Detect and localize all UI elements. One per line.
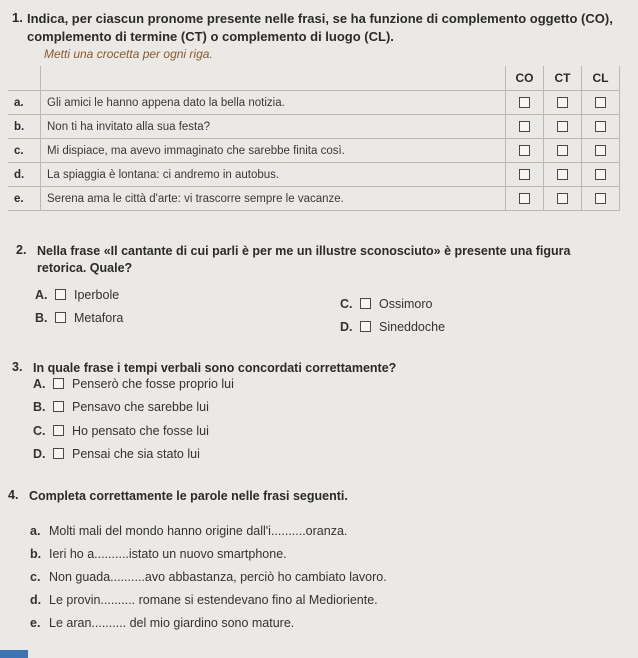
q2-number: 2. xyxy=(16,243,27,257)
checkbox-co[interactable] xyxy=(519,121,530,132)
table-row xyxy=(8,163,620,187)
q4-item: d. Le provin.......... romane si estendevano fino al Medioriente. xyxy=(30,593,378,607)
checkbox-ct[interactable] xyxy=(557,145,568,156)
checkbox-ct[interactable] xyxy=(557,121,568,132)
checkbox-cl[interactable] xyxy=(595,169,606,180)
q3-option-a[interactable]: A. Penserò che fosse proprio lui xyxy=(33,377,234,391)
q3-text: In quale frase i tempi verbali sono concordati correttamente? xyxy=(33,361,397,375)
q4-item: e. Le aran.......... del mio giardino sono mature. xyxy=(30,616,295,630)
checkbox-co[interactable] xyxy=(519,193,530,204)
checkbox-cl[interactable] xyxy=(595,97,606,108)
table-row xyxy=(8,139,620,163)
column-header-cl: CL xyxy=(582,66,620,91)
checkbox[interactable] xyxy=(53,378,64,389)
q2-text: Nella frase «Il cantante di cui parli è per me un illustre sconosciuto» è presente una figura retorica. Quale? xyxy=(37,244,571,275)
row-letter: a. xyxy=(8,91,41,115)
row-sentence: Serena ama le città d'arte: vi trascorre sempre le vacanze. xyxy=(41,187,506,211)
q4-text: Completa correttamente le parole nelle frasi seguenti. xyxy=(29,489,348,503)
row-sentence: Mi dispiace, ma avevo immaginato che sarebbe finita così. xyxy=(41,139,506,163)
checkbox-ct[interactable] xyxy=(557,169,568,180)
row-letter: b. xyxy=(8,115,41,139)
fill-blank-text[interactable]: Non guada..........avo abbastanza, perciò ho cambiato lavoro. xyxy=(49,570,387,584)
table-row xyxy=(8,187,620,211)
fill-blank-text[interactable]: Le aran.......... del mio giardino sono mature. xyxy=(49,616,295,630)
checkbox-co[interactable] xyxy=(519,145,530,156)
q2-option-d[interactable]: D. Sineddoche xyxy=(340,320,446,334)
table-row xyxy=(8,91,620,115)
q3-option-c[interactable]: C. Ho pensato che fosse lui xyxy=(33,424,209,438)
fill-blank-text[interactable]: Molti mali del mondo hanno origine dall'i..........oranza. xyxy=(49,524,348,538)
row-letter: d. xyxy=(8,163,41,187)
row-letter: e. xyxy=(8,187,41,211)
q1-text: Indica, per ciascun pronome presente nelle frasi, se ha funzione di complemento oggetto (CO), complemento di termine (CT) o complemento di luogo (CL). xyxy=(27,11,613,44)
q2-option-a[interactable]: A. Iperbole xyxy=(35,288,120,302)
checkbox-cl[interactable] xyxy=(595,193,606,204)
checkbox[interactable] xyxy=(53,401,64,412)
fill-blank-text[interactable]: Le provin.......... romane si estendevano fino al Medioriente. xyxy=(49,593,378,607)
checkbox-cl[interactable] xyxy=(595,145,606,156)
checkbox-co[interactable] xyxy=(519,169,530,180)
q1-table xyxy=(8,66,620,211)
row-sentence: Gli amici le hanno appena dato la bella notizia. xyxy=(41,91,506,115)
q4-number: 4. xyxy=(8,488,19,502)
fill-blank-text[interactable]: Ieri ho a..........istato un nuovo smartphone. xyxy=(49,547,287,561)
checkbox[interactable] xyxy=(360,321,371,332)
checkbox-co[interactable] xyxy=(519,97,530,108)
row-sentence: La spiaggia è lontana: ci andremo in autobus. xyxy=(41,163,506,187)
q3-number: 3. xyxy=(12,360,23,374)
q1-instruction: Metti una crocetta per ogni riga. xyxy=(44,47,213,61)
checkbox-cl[interactable] xyxy=(595,121,606,132)
checkbox-ct[interactable] xyxy=(557,97,568,108)
q3-option-b[interactable]: B. Pensavo che sarebbe lui xyxy=(33,400,209,414)
q3-option-d[interactable]: D. Pensai che sia stato lui xyxy=(33,447,200,461)
checkbox[interactable] xyxy=(53,425,64,436)
q4-item: a. Molti mali del mondo hanno origine dall'i..........oranza. xyxy=(30,524,348,538)
checkbox[interactable] xyxy=(360,298,371,309)
checkbox[interactable] xyxy=(53,448,64,459)
q2-option-b[interactable]: B. Metafora xyxy=(35,311,124,325)
column-header-ct: CT xyxy=(544,66,582,91)
page-edge-tab xyxy=(0,650,28,658)
q4-item: b. Ieri ho a..........istato un nuovo smartphone. xyxy=(30,547,287,561)
table-row xyxy=(8,115,620,139)
row-letter: c. xyxy=(8,139,41,163)
checkbox-ct[interactable] xyxy=(557,193,568,204)
q1-number: 1. xyxy=(12,10,23,25)
row-sentence: Non ti ha invitato alla sua festa? xyxy=(41,115,506,139)
column-header-co: CO xyxy=(506,66,544,91)
checkbox[interactable] xyxy=(55,312,66,323)
q2-option-c[interactable]: C. Ossimoro xyxy=(340,297,433,311)
q4-item: c. Non guada..........avo abbastanza, perciò ho cambiato lavoro. xyxy=(30,570,387,584)
checkbox[interactable] xyxy=(55,289,66,300)
